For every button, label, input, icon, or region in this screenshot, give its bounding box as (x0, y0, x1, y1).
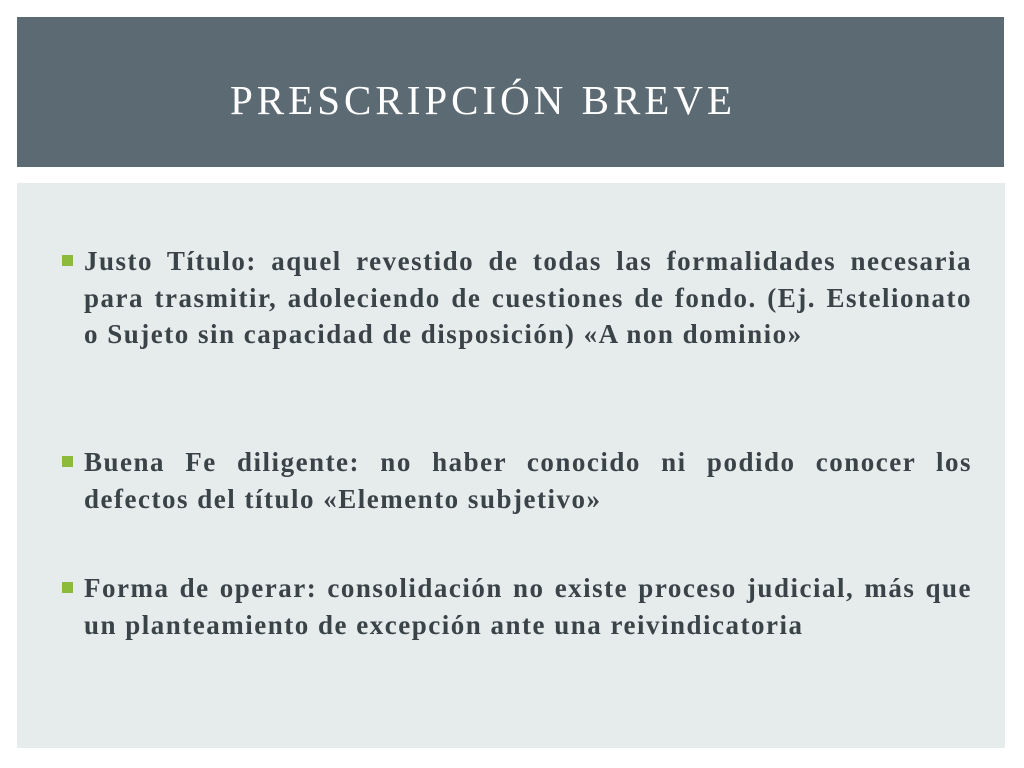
green-square-bullet-icon (62, 582, 73, 593)
content-panel (17, 183, 1005, 748)
green-square-bullet-icon (62, 255, 73, 266)
title-band (17, 17, 1004, 167)
green-square-bullet-icon (62, 456, 73, 467)
bullet-item-forma-de-operar (55, 570, 972, 643)
bullet-text: Forma de operar: consolidación no existe proceso judicial, más que un planteamiento de excepción ante una reivindicatoria (84, 573, 972, 640)
bullet-text: Justo Título: aquel revestido de todas las formalidades necesaria para trasmitir, adoleciendo de cuestiones de fondo. (Ej. Estelionato o Sujeto sin capacidad de disposición) «A non dominio» (84, 246, 972, 349)
bullet-text: Buena Fe diligente: no haber conocido ni podido conocer los defectos del título «Elemento subjetivo» (84, 447, 972, 514)
bullet-item-buena-fe (55, 444, 972, 517)
slide-title: PRESCRIPCIÓN BREVE (230, 77, 737, 123)
bullet-item-justo-titulo (55, 243, 972, 353)
